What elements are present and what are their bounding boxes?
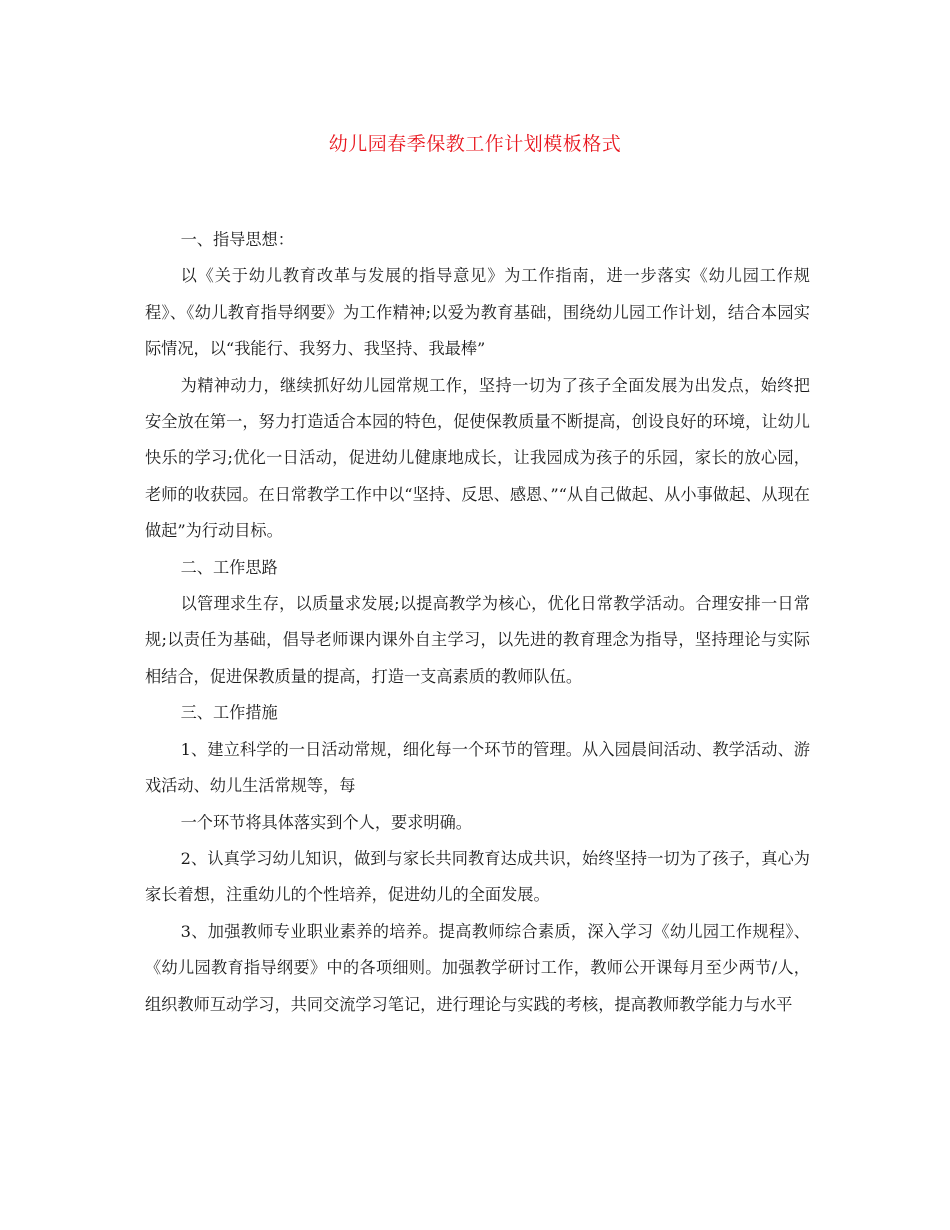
paragraph-work-approach: 以管理求生存，以质量求发展;以提高教学为核心，优化日常教学活动。合理安排一日常规;以责任为基础，倡导老师课内课外自主学习，以先进的教育理念为指导，坚持理论与实际相结合，促进保教质量的提高，打造一支高素质的教师队伍。 (145, 594, 810, 686)
paragraph-measure-2: 2、认真学习幼儿知识，做到与家长共同教育达成共识，始终坚持一切为了孩子，真心为家长着想，注重幼儿的个性培养，促进幼儿的全面发展。 (145, 848, 810, 905)
paragraph-measure-1-continued: 一个环节将具体落实到个人，要求明确。 (180, 812, 472, 832)
heading-guiding-ideology: 一、指导思想： (180, 230, 294, 249)
paragraph-measure-1: 1、建立科学的一日活动常规，细化每一个环节的管理。从入园晨间活动、教学活动、游戏活动、幼儿生活常规等，每 (145, 739, 810, 796)
document-body (145, 222, 810, 1023)
paragraph-measure-3: 3、加强教师专业职业素养的培养。提高教师综合素质，深入学习《幼儿园工作规程》、《幼儿园教育指导纲要》中的各项细则。加强教学研讨工作，教师公开课每月至少两节/人，组织教师互动学习，共同交流学习笔记，进行理论与实践的考核，提高教师教学能力与水平 (145, 921, 810, 1014)
heading-work-measures: 三、工作措施 (180, 703, 278, 723)
paragraph-guiding-ideology-2: 为精神动力，继续抓好幼儿园常规工作，坚持一切为了孩子全面发展为出发点，始终把安全放在第一，努力打造适合本园的特色，促使保教质量不断提高，创设良好的环境，让幼儿快乐的学习;优化一日活动，促进幼儿健康地成长，让我园成为孩子的乐园，家长的放心园，老师的收获园。在日常教学工作中以“坚持、反思、感恩、”“从自己做起、从小事做起、从现在做起”为行动目标。 (145, 375, 810, 541)
document-title: 幼儿园春季保教工作计划模板格式 (328, 133, 622, 155)
paragraph-guiding-ideology-1: 以《关于幼儿教育改革与发展的指导意见》为工作指南，进一步落实《幼儿园工作规程》、《幼儿教育指导纲要》为工作精神;以爱为教育基础，围绕幼儿园工作计划，结合本园实际情况，以“我能行、我努力、我坚持、我最棒” (145, 266, 810, 359)
heading-work-approach: 二、工作思路 (180, 557, 278, 577)
